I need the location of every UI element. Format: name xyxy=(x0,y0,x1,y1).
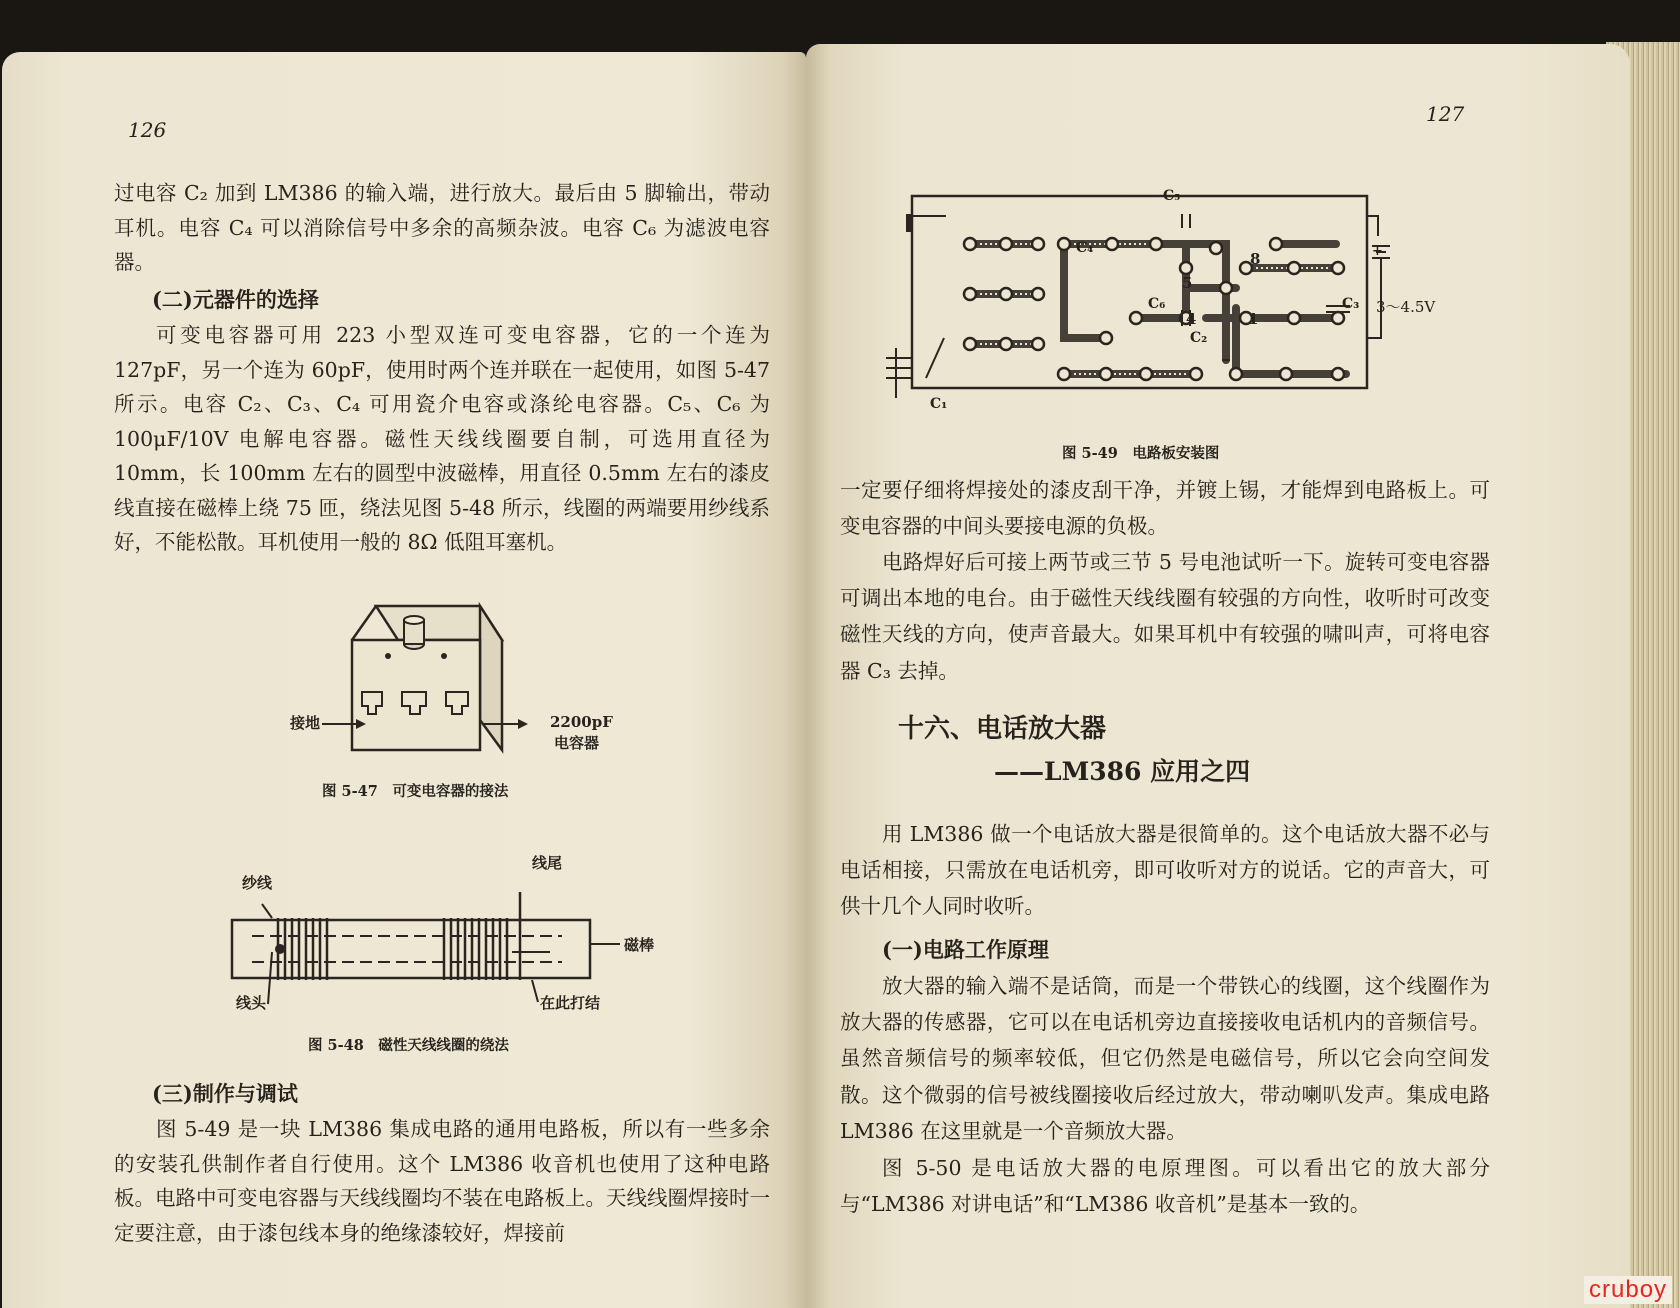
paragraph: 放大器的输入端不是话筒，而是一个带铁心的线圈，这个线圈作为放大器的传感器，它可以在电话机旁边直接接收电话机内的音频信号。虽然音频信号的频率较低，但它仍然是电磁信号，所以它会向空间发散。这个微弱的信号被线圈接收后经过放大，带动喇叭发声。集成电路 LM386 在这里就是一个音频放大器。 xyxy=(840,974,1490,1143)
pin-5-label: 5 xyxy=(1182,274,1193,292)
knot-here-label: 在此打结 xyxy=(540,994,601,1012)
paragraph: 可变电容器可用 223 小型双连可变电容器，它的一个连为 127pF，另一个连为 60pF，使用时两个连并联在一起使用，如图 5-47 所示。电容 C₂、C₃、C₄ 可用瓷介电容或涤纶电容器。C₅、C₆ 为 100μF/10V 电解电容器。磁性天线线圈要自制，可选用直径为 10mm，长 100mm 左右的圆型中波磁棒，用直径 0.5mm 左右的漆皮线直接在磁棒上绕 75 匝，绕法见图 5-48 所示，线圈的两端要用纱线系好，不能松散。耳机使用一般的 8Ω 低阻耳塞机。 xyxy=(114,323,770,554)
capacitor-c4-label: C₄ xyxy=(1076,240,1094,256)
capacitor-c3-label: C₃ xyxy=(1342,296,1360,312)
capacitor-lead-arrows xyxy=(322,712,532,738)
paragraph: 用 LM386 做一个电话放大器是很简单的。这个电话放大器不必与电话相接，只需放在电话机旁，即可收听对方的说话。它的声音大，可供十几个人同时收听。 xyxy=(840,822,1490,919)
capacitor-c5-label: C₅ xyxy=(1163,188,1181,204)
pin-8-label: 8 xyxy=(1250,250,1261,268)
paragraph: 电路焊好后可接上两节或三节 5 号电池试听一下。旋转可变电容器可调出本地的电台。由于磁性天线线圈有较强的方向性，收听时可改变磁性天线的方向，使声音最大。如果耳机中有较强的啸叫声，可将电容器 C₃ 去掉。 xyxy=(840,550,1490,683)
figure-caption: 图 5-49 电路板安装图 xyxy=(1062,445,1220,462)
section-heading: (三)制作与调试 xyxy=(152,1081,298,1106)
magnetic-rod-label: 磁棒 xyxy=(624,936,655,954)
capacitor-c2-label: C₂ xyxy=(1190,330,1208,346)
paragraph: 图 5-50 是电话放大器的电原理图。可以看出它的放大部分与“LM386 对讲电话”和“LM386 收音机”是基本一致的。 xyxy=(840,1156,1490,1217)
paragraph: 图 5-49 是一块 LM386 集成电路的通用电路板，所以有一些多余的安装孔供制作者自行使用。这个 LM386 收音机也使用了这种电路板。电路中可变电容器与天线线圈均不装在电路板上。天线线圈焊接时一定要注意，由于漆包线本身的绝缘漆较好，焊接前 xyxy=(114,1117,770,1245)
page-number-right: 127 xyxy=(1426,102,1465,126)
section-heading: (二)元器件的选择 xyxy=(152,287,319,312)
capacitor-name-label: 电容器 xyxy=(554,734,600,752)
right-page xyxy=(806,44,1630,1308)
section-title: 十六、电话放大器 xyxy=(898,714,1107,744)
pin-1-label: 1 xyxy=(1248,310,1259,328)
capacitor-c1-label: C₁ xyxy=(930,396,948,412)
figure-caption: 图 5-48 磁性天线线圈的绕法 xyxy=(308,1037,509,1054)
voltage-label: 3～4.5V xyxy=(1376,298,1436,316)
page-number-left: 126 xyxy=(128,118,167,142)
paragraph: 过电容 C₂ 加到 LM386 的输入端，进行放大。最后由 5 脚输出，带动耳机。电容 C₄ 可以消除信号中多余的高频杂波。电容 C₆ 为滤波电容器。 xyxy=(114,181,770,274)
left-page xyxy=(2,52,806,1308)
section-heading: (一)电路工作原理 xyxy=(882,937,1049,962)
ground-label: 接地 xyxy=(290,714,321,732)
section-subtitle: ——LM386 应用之四 xyxy=(994,757,1251,786)
pin-4-label: 4 xyxy=(1186,310,1197,328)
figure-caption: 图 5-47 可变电容器的接法 xyxy=(322,783,509,800)
yarn-label: 纱线 xyxy=(242,874,273,892)
watermark: cruboy xyxy=(1584,1276,1672,1304)
capacitor-c6-label: C₆ xyxy=(1148,296,1166,312)
wire-head-label: 线头 xyxy=(236,994,267,1012)
battery-plus-label: + xyxy=(1372,244,1383,259)
antenna-coil-figure xyxy=(232,892,590,1004)
wire-tail-label: 线尾 xyxy=(532,854,563,872)
paragraph: 一定要仔细将焊接处的漆皮刮干净，并镀上锡，才能焊到电路板上。可变电容器的中间头要接电源的负极。 xyxy=(840,478,1490,539)
capacitor-value-label: 2200pF xyxy=(550,713,613,731)
